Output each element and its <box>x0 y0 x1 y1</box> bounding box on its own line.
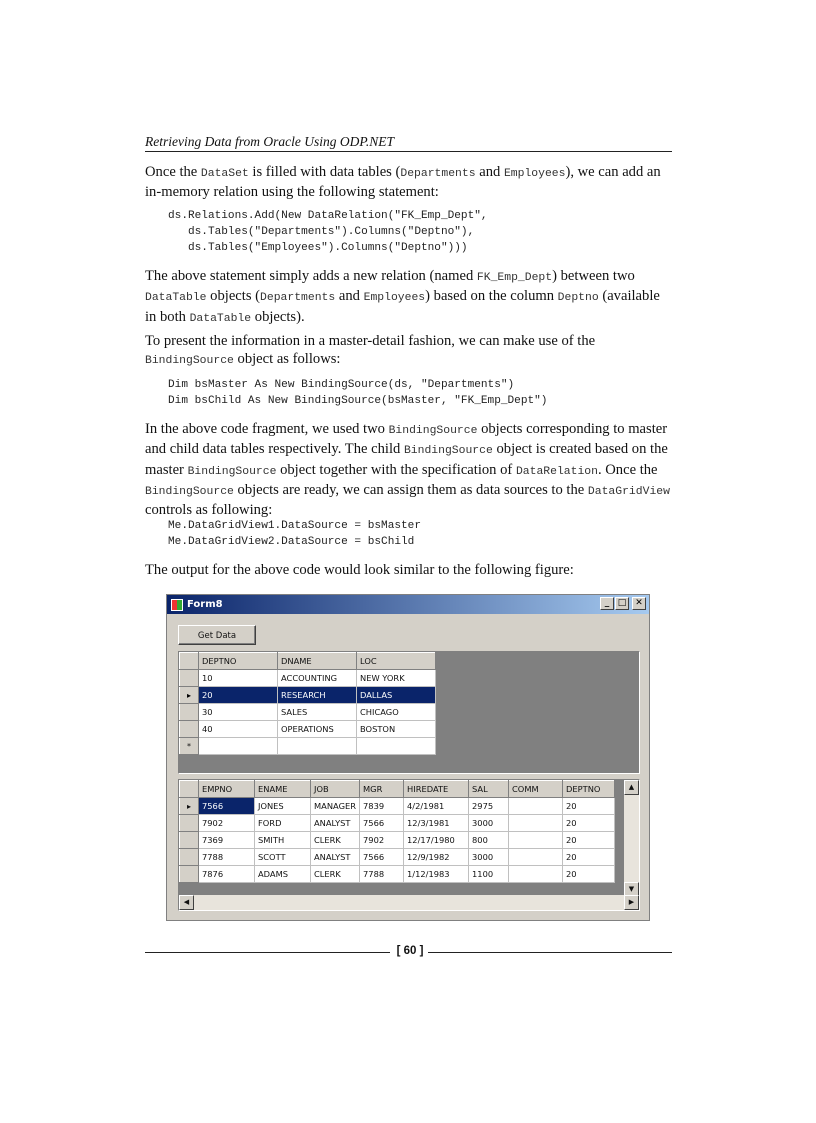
table-row[interactable] <box>180 866 615 883</box>
table-cell[interactable]: ANALYST <box>311 849 360 866</box>
row-header[interactable] <box>180 832 199 849</box>
close-button[interactable]: ✕ <box>632 597 646 610</box>
row-header-corner <box>180 653 199 670</box>
table-cell[interactable] <box>278 738 357 755</box>
table-cell[interactable]: 30 <box>199 704 278 721</box>
table-cell[interactable]: 7566 <box>360 815 404 832</box>
table-row[interactable] <box>180 798 615 815</box>
code-block-datasource: Me.DataGridView1.DataSource = bsMaster Me.DataGridView2.DataSource = bsChild <box>168 520 421 549</box>
table-cell[interactable] <box>357 738 436 755</box>
table-cell[interactable]: MANAGER <box>311 798 360 815</box>
table-cell[interactable] <box>199 738 278 755</box>
table-cell[interactable]: FORD <box>255 815 311 832</box>
table-row[interactable] <box>180 687 436 704</box>
table-cell[interactable] <box>509 832 563 849</box>
table-cell[interactable]: 7876 <box>199 866 255 883</box>
table-cell[interactable]: 12/17/1980 <box>404 832 469 849</box>
table-cell[interactable]: 20 <box>563 832 615 849</box>
table-cell[interactable]: 7566 <box>199 798 255 815</box>
table-cell[interactable]: 20 <box>563 815 615 832</box>
table-cell[interactable]: 800 <box>469 832 509 849</box>
column-header[interactable]: LOC <box>357 653 436 670</box>
footer-rule-left <box>145 952 390 953</box>
table-cell[interactable]: CHICAGO <box>357 704 436 721</box>
table-cell[interactable]: SCOTT <box>255 849 311 866</box>
scroll-left-icon[interactable]: ◀ <box>179 895 194 910</box>
get-data-button[interactable]: Get Data <box>178 625 256 645</box>
table-cell[interactable] <box>509 798 563 815</box>
paragraph-3: To present the information in a master-detail fashion, we can make use of the BindingSource object as follows: <box>145 333 596 368</box>
scroll-right-icon[interactable]: ▶ <box>624 895 639 910</box>
table-cell[interactable]: 7902 <box>199 815 255 832</box>
table-cell[interactable] <box>509 866 563 883</box>
table-row[interactable] <box>180 849 615 866</box>
table-cell[interactable]: 7369 <box>199 832 255 849</box>
table-row[interactable] <box>180 815 615 832</box>
row-header-corner <box>180 781 199 798</box>
maximize-button[interactable]: □ <box>615 597 629 610</box>
table-cell[interactable]: 20 <box>563 798 615 815</box>
table-cell[interactable]: 7902 <box>360 832 404 849</box>
inline-code: Employees <box>503 168 566 180</box>
table-cell[interactable]: 40 <box>199 721 278 738</box>
table-cell[interactable]: 12/9/1982 <box>404 849 469 866</box>
table-cell[interactable]: CLERK <box>311 832 360 849</box>
table-row[interactable] <box>180 721 436 738</box>
table-cell[interactable]: RESEARCH <box>278 687 357 704</box>
column-header[interactable]: MGR <box>360 781 404 798</box>
scroll-up-icon[interactable]: ▲ <box>624 780 639 795</box>
running-head: Retrieving Data from Oracle Using ODP.NET <box>145 134 394 149</box>
code-block-bindingsource: Dim bsMaster As New BindingSource(ds, "Departments") Dim bsChild As New BindingSource(bsMaster, "FK_Emp_Dept") <box>168 379 548 408</box>
column-header[interactable]: HIREDATE <box>404 781 469 798</box>
table-cell[interactable]: CLERK <box>311 866 360 883</box>
employees-grid[interactable] <box>178 779 640 911</box>
table-cell[interactable]: ACCOUNTING <box>278 670 357 687</box>
table-cell[interactable]: 20 <box>199 687 278 704</box>
header-rule <box>145 151 672 152</box>
row-header[interactable]: * <box>180 738 199 755</box>
paragraph-5: The output for the above code would look similar to the following figure: <box>145 562 574 578</box>
table-cell[interactable]: 1/12/1983 <box>404 866 469 883</box>
table-cell[interactable]: 7788 <box>360 866 404 883</box>
row-header[interactable] <box>180 704 199 721</box>
title-bar[interactable] <box>167 595 649 614</box>
table-cell[interactable] <box>509 849 563 866</box>
table-cell[interactable]: 3000 <box>469 815 509 832</box>
paragraph-1: Once the DataSet is filled with data tables (Departments and Employees), we can add an in-memory relation using the following statement: <box>145 164 661 201</box>
table-cell[interactable]: 10 <box>199 670 278 687</box>
table-cell[interactable]: 20 <box>563 866 615 883</box>
table-cell[interactable]: 7788 <box>199 849 255 866</box>
row-header[interactable] <box>180 670 199 687</box>
new-row[interactable] <box>180 738 436 755</box>
footer-rule-right <box>428 952 672 953</box>
table-cell[interactable]: 3000 <box>469 849 509 866</box>
minimize-button[interactable]: _ <box>600 597 614 610</box>
departments-grid[interactable] <box>178 651 640 774</box>
table-row[interactable] <box>180 704 436 721</box>
scroll-down-icon[interactable]: ▼ <box>624 882 639 897</box>
table-cell[interactable]: 20 <box>563 849 615 866</box>
paragraph-4: In the above code fragment, we used two BindingSource objects corresponding to master and child data tables respectively. The child BindingSource object is created based on the master BindingSource object together with the specification of DataRelation. Once the BindingSource objects are ready, we can assign them as data sources to the DataGridView controls as following: <box>145 421 670 519</box>
column-header[interactable]: DEPTNO <box>199 653 278 670</box>
column-header[interactable]: DNAME <box>278 653 357 670</box>
table-cell[interactable]: OPERATIONS <box>278 721 357 738</box>
paragraph-2: The above statement simply adds a new relation (named FK_Emp_Dept) between two DataTable objects (Departments and Employees) based on the column Deptno (available in both DataTable objects). <box>145 268 660 325</box>
table-cell[interactable]: JONES <box>255 798 311 815</box>
inline-code: Departments <box>400 168 476 180</box>
window-title: Form8 <box>187 599 223 610</box>
table-cell[interactable]: BOSTON <box>357 721 436 738</box>
form-window <box>166 594 650 921</box>
row-header[interactable] <box>180 815 199 832</box>
column-header[interactable]: JOB <box>311 781 360 798</box>
table-cell[interactable]: NEW YORK <box>357 670 436 687</box>
column-header[interactable]: EMPNO <box>199 781 255 798</box>
table-row[interactable] <box>180 832 615 849</box>
page-number: [ 60 ] <box>396 945 424 957</box>
table-cell[interactable]: DALLAS <box>357 687 436 704</box>
table-cell[interactable]: 7839 <box>360 798 404 815</box>
column-header[interactable]: ENAME <box>255 781 311 798</box>
row-header[interactable] <box>180 849 199 866</box>
table-cell[interactable]: SMITH <box>255 832 311 849</box>
row-header[interactable]: ▸ <box>180 798 199 815</box>
table-cell[interactable]: SALES <box>278 704 357 721</box>
table-cell[interactable]: 1100 <box>469 866 509 883</box>
vertical-scrollbar[interactable] <box>624 780 639 897</box>
row-header[interactable]: ▸ <box>180 687 199 704</box>
table-cell[interactable]: 4/2/1981 <box>404 798 469 815</box>
column-header[interactable]: DEPTNO <box>563 781 615 798</box>
horizontal-scrollbar[interactable] <box>179 895 639 910</box>
code-block-relation: ds.Relations.Add(New DataRelation("FK_Emp_Dept", ds.Tables("Departments").Columns("Deptno"), ds.Tables("Employees").Columns("Deptno"))) <box>168 210 488 255</box>
column-header[interactable]: COMM <box>509 781 563 798</box>
table-cell[interactable]: ADAMS <box>255 866 311 883</box>
row-header[interactable] <box>180 721 199 738</box>
table-row[interactable] <box>180 670 436 687</box>
column-header[interactable]: SAL <box>469 781 509 798</box>
row-header[interactable] <box>180 866 199 883</box>
inline-code: DataSet <box>200 168 249 180</box>
table-cell[interactable]: ANALYST <box>311 815 360 832</box>
table-cell[interactable] <box>509 815 563 832</box>
table-cell[interactable]: 2975 <box>469 798 509 815</box>
table-cell[interactable]: 12/3/1981 <box>404 815 469 832</box>
table-cell[interactable]: 7566 <box>360 849 404 866</box>
app-icon <box>171 599 183 611</box>
